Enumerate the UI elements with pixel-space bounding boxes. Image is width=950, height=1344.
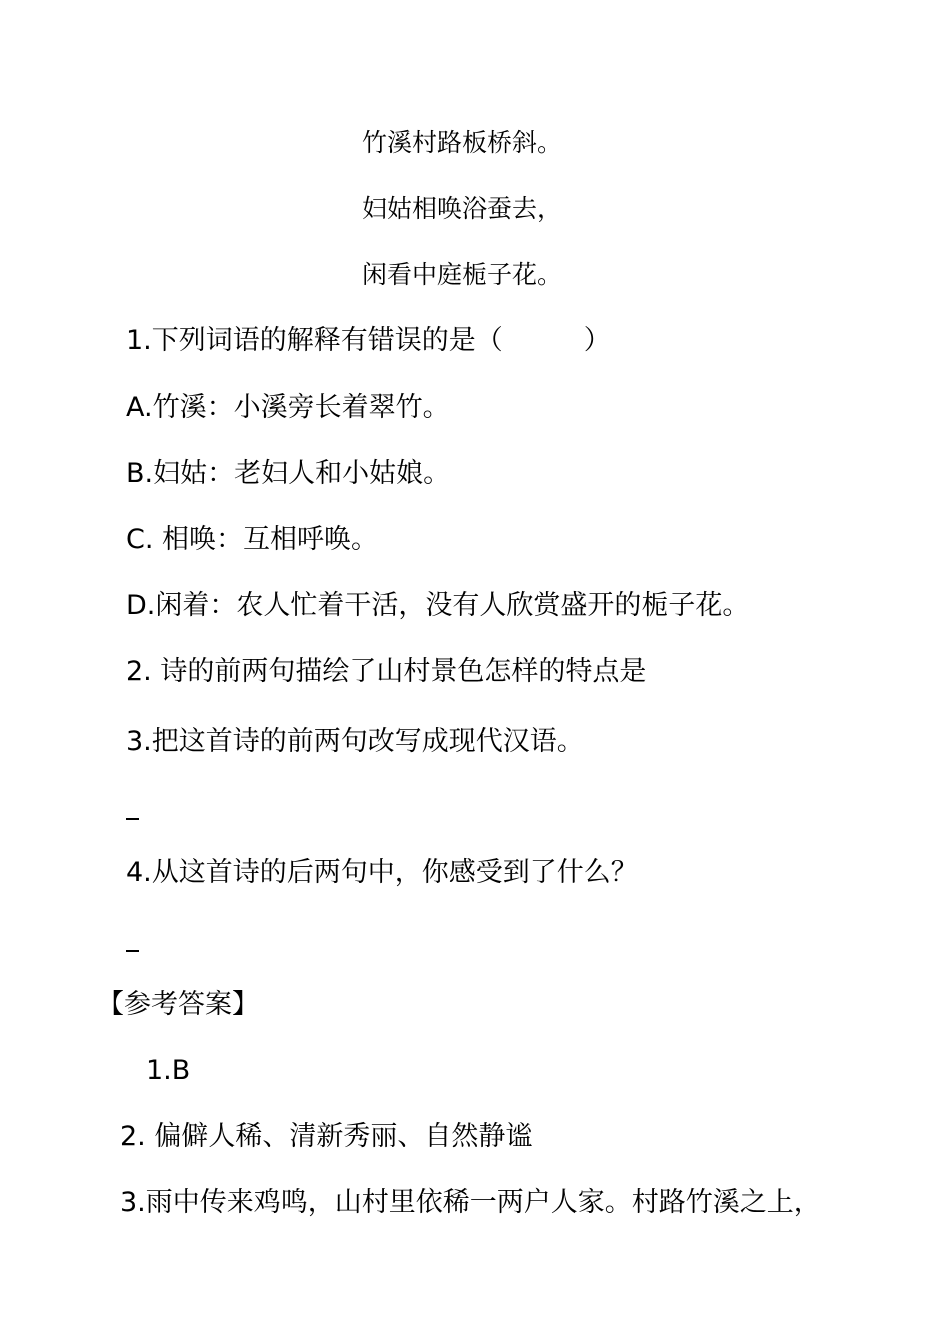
question-1-option-d: D.闲着：农人忙着干活，没有人欣赏盛开的栀子花。 [126, 590, 750, 621]
question-1-stem: 1.下列词语的解释有错误的是（ ） [126, 325, 611, 356]
question-4: 4.从这首诗的后两句中，你感受到了什么？ [126, 857, 638, 888]
answer-1: 1.B [146, 1055, 191, 1086]
question-1-option-b: B.妇姑：老妇人和小姑娘。 [126, 458, 451, 489]
answers-heading: 【参考答案】 [97, 989, 259, 1020]
question-2: 2. 诗的前两句描绘了山村景色怎样的特点是 [126, 656, 647, 687]
answer-3: 3.雨中传来鸡鸣，山村里依稀一两户人家。村路竹溪之上， [120, 1187, 821, 1218]
poem-line-2: 竹溪村路板桥斜。 [362, 128, 563, 157]
poem-line-4: 闲看中庭栀子花。 [362, 260, 563, 289]
poem-line-3: 妇姑相唤浴蚕去， [362, 194, 563, 223]
answer-blank-line [126, 950, 139, 952]
answer-blank-line [126, 818, 139, 820]
answer-2: 2. 偏僻人稀、清新秀丽、自然静谧 [120, 1121, 533, 1152]
question-1-option-c: C. 相唤：互相呼唤。 [126, 524, 379, 555]
question-3: 3.把这首诗的前两句改写成现代汉语。 [126, 726, 584, 757]
question-1-option-a: A.竹溪：小溪旁长着翠竹。 [126, 392, 450, 423]
